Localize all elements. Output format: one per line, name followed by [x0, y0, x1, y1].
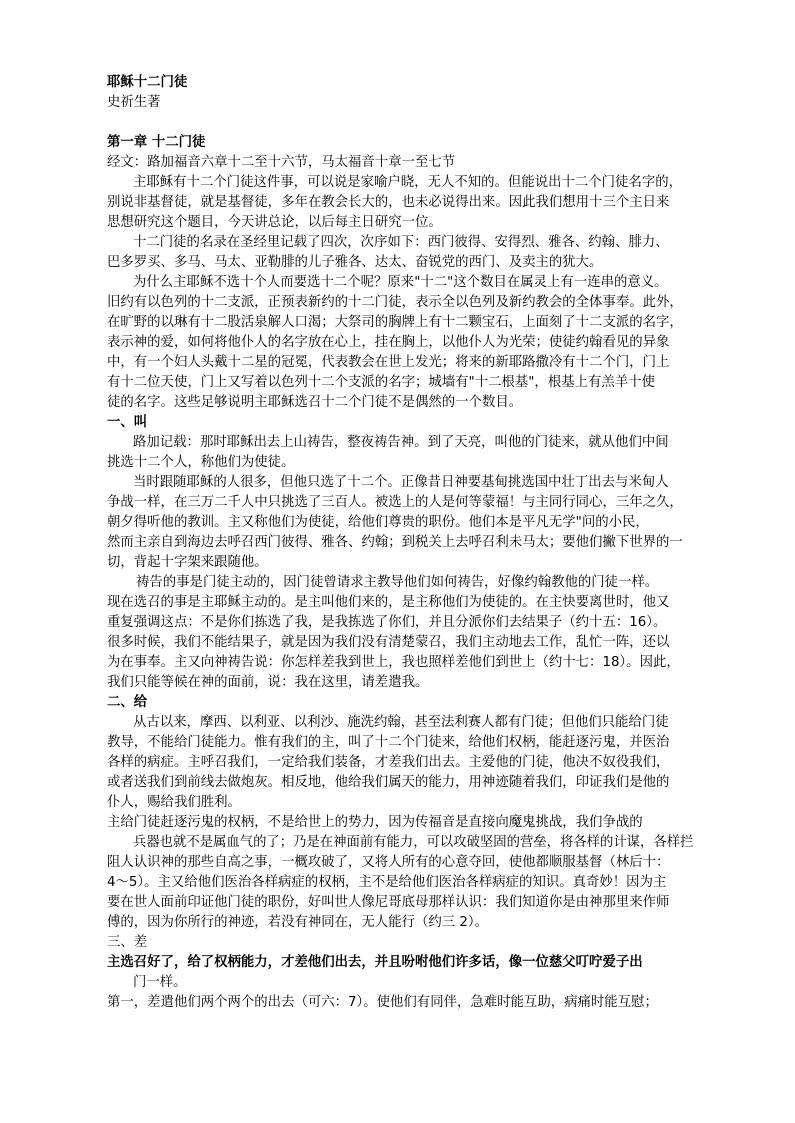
paragraph-line: 有十二位天使，门上又写着以色列十二个支派的名字；城墙有"十二根基"，根基上有羔羊十使 [107, 375, 655, 390]
section-heading: 主选召好了，给了权柄能力，才差他们出去，并且吩咐他们许多话，像一位慈父叮咛爱子出 [107, 955, 643, 970]
scripture-reference: 经文：路加福音六章十二至十六节，马太福音十章一至七节 [107, 155, 456, 170]
paragraph-line: 或者送我们到前线去做炮灰。相反地，他给我们属天的能力，用神迹随着我们，印证我们是他的 [107, 775, 670, 790]
section-heading: 二、给 [107, 695, 148, 710]
paragraph-line: 要在世人面前印证他门徒的职份，好叫世人像尼哥底母那样认识：我们知道你是由神那里来作师 [107, 895, 670, 910]
paragraph-line: 徒的名字。这些足够说明主耶稣选召十二个门徒不是偶然的一个数目。 [107, 395, 523, 410]
document-author: 史祈生著 [107, 95, 161, 110]
paragraph-line: 第一，差遣他们两个两个的出去（可六：7）。使他们有同伴，急难时能互助，病痛时能互慰； [107, 995, 658, 1010]
chapter-heading: 第一章 十二门徒 [107, 135, 206, 150]
paragraph-line: 巴多罗买、多马、马太、亚勒腓的儿子雅各、达太、奋锐党的西门、及卖主的犹大。 [107, 255, 603, 270]
paragraph-line: 切，背起十字架来跟随他。 [107, 555, 268, 570]
paragraph-line: 从古以来，摩西、以利亚、以利沙、施洗约翰，甚至法利赛人都有门徒；但他们只能给门徒 [133, 715, 669, 730]
paragraph-line: 阻人认识神的那些自高之事，一概攻破了，又将人所有的心意夺回，使他都顺服基督（林后十： [107, 855, 670, 870]
paragraph-line: 然而主亲自到海边去呼召西门彼得、雅各、约翰；到税关上去呼召利未马太；要他们撇下世界的一 [107, 535, 683, 550]
paragraph-line: 主耶稣有十二个门徒这件事，可以说是家喻户晓，无人不知的。但能说出十二个门徒名字的， [133, 175, 683, 190]
paragraph-line: 我们只能等候在神的面前，说：我在这里，请差遣我。 [107, 675, 429, 690]
paragraph-line: 在旷野的以琳有十二股活泉解人口渴；大祭司的胸牌上有十二颗宝石，上面刻了十二支派的名字， [107, 315, 683, 330]
document-title: 耶稣十二门徒 [107, 75, 188, 90]
paragraph-line: 当时跟随耶稣的人很多，但他只选了十二个。正像昔日神要基甸挑选国中壮丁出去与米甸人 [133, 475, 669, 490]
paragraph-line: 中，有一个妇人头戴十二星的冠冕，代表教会在世上发光；将来的新耶路撒冷有十二个门，门上 [107, 355, 670, 370]
paragraph-line: 重复强调这点：不是你们拣选了我，是我拣选了你们，并且分派你们去结果子（约十五：16）。 [107, 615, 667, 630]
paragraph-line: 思想研究这个题目，今天讲总论，以后每主日研究一位。 [107, 215, 442, 230]
paragraph-line: 各样的病症。主呼召我们，一定给我们装备，才差我们出去。主爱他的门徒，他决不奴役我们， [107, 755, 670, 770]
paragraph-line: 路加记载：那时耶稣出去上山祷告，整夜祷告神。到了天亮，叫他的门徒来，就从他们中间 [133, 435, 669, 450]
paragraph-line: 很多时候，我们不能结果子，就是因为我们没有清楚蒙召，我们主动地去工作，乱忙一阵，还以 [107, 635, 670, 650]
paragraph-line: 十二门徒的名录在圣经里记载了四次，次序如下：西门彼得、安得烈、雅各、约翰、腓力、 [133, 235, 669, 250]
section-heading: 一、叫 [107, 415, 148, 430]
paragraph-line: 现在选召的事是主耶稣主动的。是主叫他们来的，是主称他们为使徒的。在主快要离世时，他又 [107, 595, 670, 610]
paragraph-line: 为在事奉。主又向神祷告说：你怎样差我到世上，我也照样差他们到世上（约十七：18）。因此， [107, 655, 680, 670]
paragraph-line: 三、差 [107, 935, 148, 950]
paragraph-line: 仆人，赐给我们胜利。 [107, 795, 241, 810]
paragraph-line: 为什么主耶稣不选十个人而要选十二个呢？原来"十二"这个数目在属灵上有一连串的意义。 [133, 275, 668, 290]
paragraph-line: 别说非基督徒，就是基督徒，多年在教会长大的，也未必说得出来。因此我们想用十三个主日来 [107, 195, 670, 210]
paragraph-line: 旧约有以色列的十二支派，正预表新约的十二门徒，表示全以色列及新约教会的全体事奉。此外， [107, 295, 683, 310]
paragraph-line: 教导，不能给门徒能力。惟有我们的主，叫了十二个门徒来，给他们权柄，能赶逐污鬼，并医治 [107, 735, 670, 750]
paragraph-line: 挑选十二个人，称他们为使徒。 [107, 455, 295, 470]
paragraph-line: 表示神的爱，如何将他仆人的名字放在心上，挂在胸上，以他仆人为光荣；使徒约翰看见的异象 [107, 335, 670, 350]
paragraph-line: 主给门徒赶逐污鬼的权柄，不是给世上的势力，因为传福音是直接向魔鬼挑战，我们争战的 [107, 815, 643, 830]
paragraph-line: 傅的，因为你所行的神迹，若没有神同在，无人能行（约三 2）。 [107, 915, 489, 930]
paragraph-line: 祷告的事是门徒主动的，因门徒曾请求主教导他们如何祷告，好像约翰教他的门徒一样。 [136, 575, 659, 590]
paragraph-line: 4～5）。主又给他们医治各样病症的权柄，主不是给他们医治各样病症的知识。真奇妙！因为主 [107, 875, 667, 890]
paragraph-line: 朝夕得听他的教训。主又称他们为使徒，给他们尊贵的职份。他们本是平凡无学"问的小民， [107, 515, 649, 530]
paragraph-line: 兵器也就不是属血气的了；乃是在神面前有能力，可以攻破坚固的营垒，将各样的计谋，各样拦 [133, 835, 694, 850]
paragraph-line: 争战一样，在三万二千人中只挑选了三百人。被选上的人是何等蒙福！与主同行同心，三年之久， [107, 495, 683, 510]
paragraph-line: 门一样。 [133, 975, 187, 990]
